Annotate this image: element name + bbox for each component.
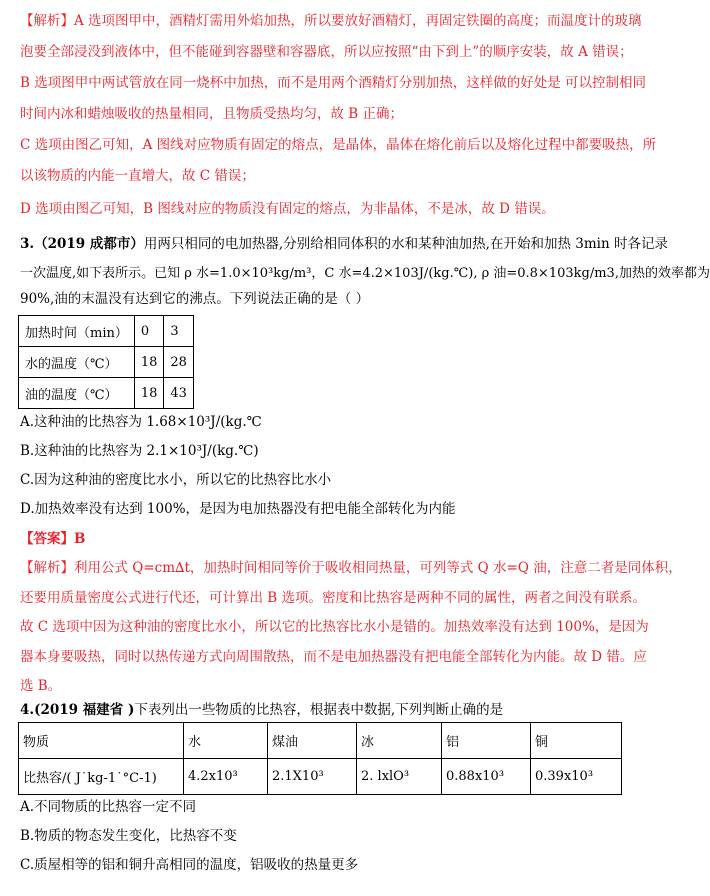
table-cell: 18 (134, 347, 164, 378)
table-header-row (19, 723, 622, 759)
question-4-option-c: C.质屋相等的铝和铜升高相同的温度，铝吸收的热量更多 (20, 857, 359, 873)
analysis-a-line2: 泡要全部浸没到液体中，但不能碰到容器壁和容器底，所以应按照“由下到上”的顺序安装，故 A 错误； (20, 44, 633, 60)
question-4-number: 4. (20, 702, 35, 718)
table-header-cell: 物质 (19, 723, 184, 759)
question-3-analysis-line3: 故 C 选项中因为这种油的密度比水小，所以它的比热容比水小是错的。加热效率没有达到 100%，是因为 (20, 619, 649, 635)
question-3-stem-text: 用两只相同的电加热器,分别给相同体积的水和某种油加热,在开始和加热 3min 时各记录 (143, 236, 668, 252)
question-3-source: （2019 成都市） (34, 236, 144, 252)
specific-heat-table (18, 722, 622, 795)
heating-data-table (18, 315, 194, 409)
question-3-stem-line2: 一次温度,如下表所示。已知 ρ 水=1.0×10³kg/m³，C 水=4.2×103J/(kg.℃), ρ 油=0.8×103kg/m3,加热的效率都为 (20, 266, 710, 281)
question-4-option-b: B.物质的物态发生变化，比热容不变 (20, 828, 237, 844)
question-3-analysis-line5: 选 B。 (20, 678, 62, 694)
table-header-cell: 铝 (442, 723, 531, 759)
table-cell-label: 水的温度（℃） (19, 347, 135, 378)
table-cell: 43 (164, 378, 194, 409)
analysis-c-line1: C 选项由图乙可知，A 图线对应物质有固定的熔点，是晶体，晶体在熔化前后以及熔化过程中都要吸热，所 (20, 137, 657, 153)
question-3-analysis-line1: 【解析】利用公式 Q=cm∆t，加热时间相同等价于吸收相同热量，可列等式 Q 水=Q 油，注意二者是同体积， (20, 560, 682, 576)
question-3-answer: 【答案】B (20, 531, 86, 547)
table-header-cell: 铜 (531, 723, 622, 759)
table-cell-label: 加热时间（min） (19, 316, 135, 347)
table-cell-label: 油的温度（℃） (19, 378, 135, 409)
table-cell: 18 (134, 378, 164, 409)
table-cell: 3 (164, 316, 194, 347)
table-cell: 0.88x10³ (442, 759, 531, 795)
question-3-option-d: D.加热效率没有达到 100%，是因为电加热器没有把电能全部转化为内能 (20, 501, 456, 517)
table-cell: 2. lxlO³ (357, 759, 442, 795)
question-3-analysis-line2: 还要用质量密度公式进行代还，可计算出 B 选项。密度和比热容是两种不同的属性，两者之间没有联系。 (20, 590, 647, 606)
question-4-option-a: A.不同物质的比热容一定不同 (20, 799, 197, 815)
question-4-source: (2019 福建省 ) (34, 702, 135, 718)
table-row (19, 316, 194, 347)
table-header-cell: 水 (184, 723, 268, 759)
analysis-d-line1: D 选项由图乙可知，B 图线对应的物质没有固定的熔点，为非晶体，不是冰，故 D 错误。 (20, 201, 555, 217)
question-3-stem-line3: 90%,油的末温没有达到它的沸点。下列说法正确的是（ ） (20, 291, 370, 307)
question-3-analysis-line4: 器本身要吸热，同时以热传递方式向周围散热，而不是电加热器没有把电能全部转化为内能。故 D 错。应 (20, 649, 647, 665)
table-header-cell: 冰 (357, 723, 442, 759)
table-cell: 0 (134, 316, 164, 347)
analysis-b-line2: 时间内冰和蜡烛吸收的热量相同，且物质受热均匀，故 B 正确； (20, 106, 404, 122)
table-cell: 28 (164, 347, 194, 378)
table-row (19, 759, 622, 795)
table-cell-label: 比热容/( J˙kg-1˙°C-1) (19, 759, 184, 795)
table-row (19, 378, 194, 409)
question-3-option-a: A.这种油的比热容为 1.68×10³J/(kg.℃ (20, 414, 262, 430)
question-4-stem-text: 下表列出一些物质的比热容，根据表中数据,下列判断止确的是 (134, 702, 504, 718)
analysis-b-line1: B 选项图甲中两试管放在同一烧杯中加热，而不是用两个酒精灯分别加热，这样做的好处是 可以控制相同 (20, 75, 647, 91)
table-cell: 2.1X10³ (268, 759, 357, 795)
table-header-cell: 煤油 (268, 723, 357, 759)
question-3-number: 3. (20, 236, 35, 252)
analysis-a-line1: 【解析】A 选项图甲中，酒精灯需用外焰加热，所以要放好酒精灯，再固定铁圈的高度；而温度计的玻璃 (20, 13, 642, 29)
question-4-stem (20, 700, 626, 720)
analysis-c-line2: 以该物质的内能一直增大，故 C 错误； (20, 168, 255, 184)
table-row (19, 347, 194, 378)
question-3-option-c: C.因为这种油的密度比水小，所以它的比热容比水小 (20, 472, 332, 488)
table-cell: 4.2x10³ (184, 759, 268, 795)
table-cell: 0.39x10³ (531, 759, 622, 795)
question-3-option-b: B.这种油的比热容为 2.1×10³J/(kg.℃) (20, 443, 259, 459)
question-3-stem (20, 234, 668, 254)
